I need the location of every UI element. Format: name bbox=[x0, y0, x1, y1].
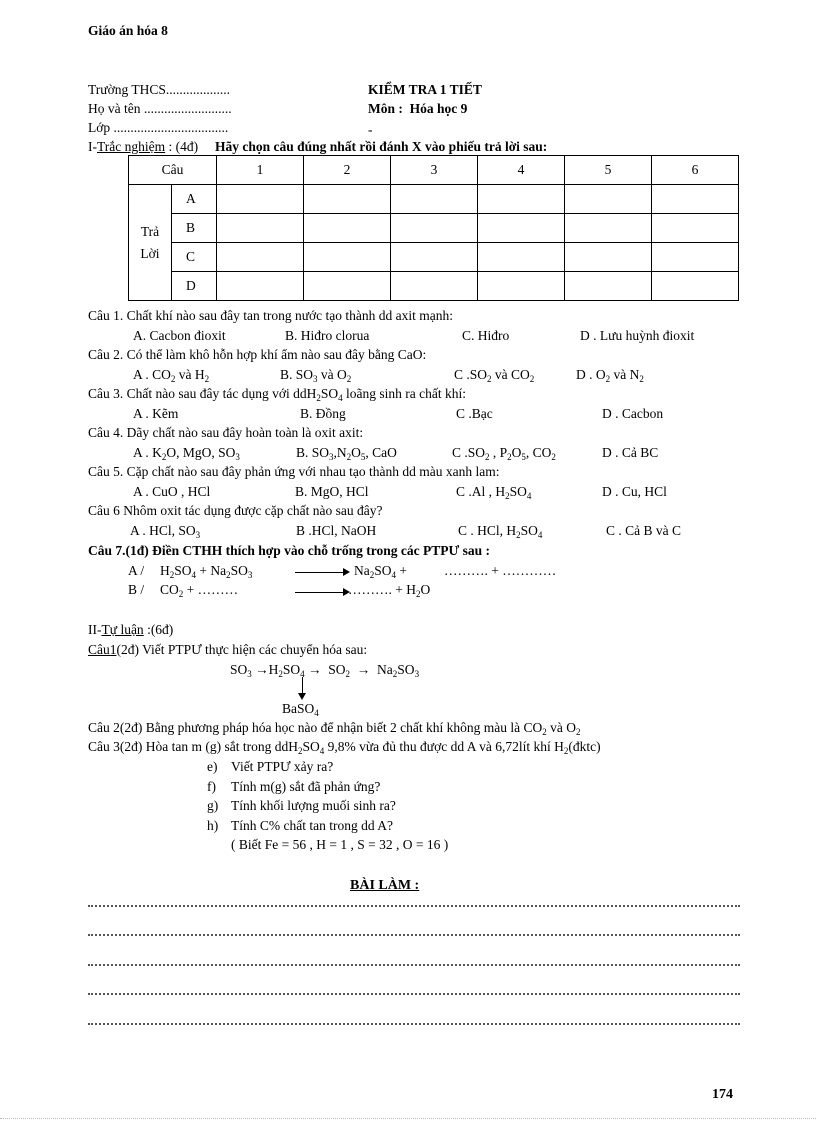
sub-e: e) bbox=[207, 759, 218, 774]
answer-cell[interactable] bbox=[391, 272, 478, 301]
sub-f-text: Tính m(g) sắt đã phản ứng? bbox=[231, 779, 381, 794]
row-label-line2: Lời bbox=[140, 245, 160, 261]
given-values: ( Biết Fe = 56 , H = 1 , S = 32 , O = 16 ) bbox=[231, 837, 449, 852]
answer-cell[interactable] bbox=[652, 243, 739, 272]
chain-arrow-icon: → bbox=[356, 662, 371, 677]
q1-d: D . Lưu huỳnh đioxit bbox=[580, 328, 695, 343]
answer-cell[interactable] bbox=[652, 214, 739, 243]
q2-c: C $.SO_2$ và $CO_2$ bbox=[454, 367, 535, 384]
work-title: BÀI LÀM : bbox=[350, 878, 420, 893]
sub-e-text: Viết PTPƯ xảy ra? bbox=[231, 759, 334, 774]
page-footer-rule bbox=[0, 1118, 816, 1119]
subject-label: Môn : bbox=[368, 101, 403, 116]
sub-h-text: Tính C% chất tan trong dd A? bbox=[231, 818, 393, 833]
part2-q2: Câu 2(2đ) Bằng phương pháp hóa học nào để nhận biết 2 chất khí không màu là $CO_2$ và $O_2$ bbox=[88, 720, 581, 737]
part1-heading bbox=[88, 137, 547, 157]
q6-c: C . HCl, $H_2SO_4$ bbox=[458, 523, 543, 540]
answer-cell[interactable] bbox=[652, 185, 739, 214]
q7-a-label: A / bbox=[128, 563, 145, 578]
chain-arrow-icon: → bbox=[255, 662, 269, 677]
q5-d: D . Cu, HCl bbox=[602, 484, 667, 499]
q1-c: C. Hiđro bbox=[462, 328, 510, 343]
q5-text: Câu 5. Cặp chất nào sau đây phản ứng với nhau tạo thành dd màu xanh lam: bbox=[88, 464, 500, 479]
answer-cell[interactable] bbox=[304, 243, 391, 272]
answer-line[interactable] bbox=[88, 1021, 740, 1025]
answer-cell[interactable] bbox=[478, 214, 565, 243]
answer-col-4: 4 bbox=[478, 156, 565, 185]
answer-row-a bbox=[129, 185, 739, 214]
q7-b-products[interactable]: ………. + $H_2O$ bbox=[348, 582, 431, 599]
q6-text: Câu 6 Nhôm oxit tác dụng được cặp chất nào sau đây? bbox=[88, 503, 383, 518]
sub-g: g) bbox=[207, 798, 219, 813]
answer-cell[interactable] bbox=[478, 185, 565, 214]
answer-col-5: 5 bbox=[565, 156, 652, 185]
q6-b: B .HCl, NaOH bbox=[296, 523, 377, 538]
q6-a: A . HCl, $SO_3$ bbox=[130, 523, 201, 540]
answer-cell[interactable] bbox=[217, 185, 304, 214]
part1-title: Trắc nghiệm bbox=[97, 139, 166, 154]
part2-q3: Câu 3(2đ) Hòa tan m (g) sắt trong $ddH_2SO_4$ 9,8% vừa đủ thu được dd A và 6,72lít khí $H_2(đktc)$ bbox=[88, 739, 601, 756]
answer-cell[interactable] bbox=[304, 272, 391, 301]
answer-row-label bbox=[129, 185, 172, 301]
stray-mark: - bbox=[368, 122, 373, 137]
q3-b: B. Đồng bbox=[300, 406, 346, 421]
conversion-chain: $SO_3 \to H_2SO_4 \to SO_2 \to Na_2SO_3$ bbox=[230, 662, 420, 679]
answer-col-2: 2 bbox=[304, 156, 391, 185]
q5-b: B. MgO, HCl bbox=[295, 484, 369, 499]
q7-a-products: $Na_2SO_4$ + bbox=[354, 563, 408, 580]
part1-instruction: Hãy chọn câu đúng nhất rồi đánh X vào phiếu trả lời sau: bbox=[215, 139, 548, 154]
q4-b: B. $SO_3,N_2O_5$, CaO bbox=[296, 445, 397, 462]
option-d: D bbox=[172, 272, 217, 301]
baso4: BaSO$_4$ bbox=[282, 701, 319, 718]
school-field: Trường THCS................... bbox=[88, 82, 230, 97]
option-a: A bbox=[172, 185, 217, 214]
part1-label: I- bbox=[88, 139, 97, 154]
answer-cell[interactable] bbox=[478, 272, 565, 301]
option-c: C bbox=[172, 243, 217, 272]
answer-cell[interactable] bbox=[565, 185, 652, 214]
q3-c: C .Bạc bbox=[456, 406, 493, 421]
q4-a: A . $K_2O$, MgO, $SO_3$ bbox=[133, 445, 240, 462]
answer-cell[interactable] bbox=[565, 272, 652, 301]
subject-name: Hóa học 9 bbox=[409, 101, 468, 116]
option-b: B bbox=[172, 214, 217, 243]
q7-b-reactants: $CO_2$ + ……… bbox=[160, 582, 239, 599]
answer-col-3: 3 bbox=[391, 156, 478, 185]
q2-text: Câu 2. Có thể làm khô hỗn hợp khí ẩm nào sau đây bằng CaO: bbox=[88, 347, 427, 362]
q4-d: D . Cả BC bbox=[602, 445, 659, 460]
part1-points: : (4đ) bbox=[168, 139, 199, 154]
answer-cell[interactable] bbox=[565, 243, 652, 272]
running-title: Giáo án hóa 8 bbox=[88, 23, 168, 38]
part2-label: II- bbox=[88, 622, 102, 637]
answer-cell[interactable] bbox=[217, 243, 304, 272]
q7-a-blank[interactable]: ………. + ………… bbox=[444, 563, 557, 578]
answer-col-1: 1 bbox=[217, 156, 304, 185]
answer-cell[interactable] bbox=[391, 243, 478, 272]
answer-table-header bbox=[129, 156, 739, 185]
q2-d: D . $O_2$ và $N_2$ bbox=[576, 367, 644, 384]
answer-cell[interactable] bbox=[217, 214, 304, 243]
answer-cell[interactable] bbox=[565, 214, 652, 243]
part2-q1: Câu1(2đ) Viết PTPƯ thực hiện các chuyển hóa sau: bbox=[88, 642, 368, 657]
answer-line[interactable] bbox=[88, 962, 740, 966]
q7-a-arrowhead bbox=[343, 568, 350, 576]
answer-row-c bbox=[129, 243, 739, 272]
answer-row-d bbox=[129, 272, 739, 301]
q3-d: D . Cacbon bbox=[602, 406, 664, 421]
answer-cell[interactable] bbox=[391, 214, 478, 243]
q3-text: Câu 3. Chất nào sau đây tác dụng với $ddH_2SO_4$ loãng sinh ra chất khí: bbox=[88, 386, 466, 403]
chain-arrow-icon: → bbox=[308, 662, 322, 677]
name-field: Họ và tên .......................... bbox=[88, 101, 232, 116]
part2-points: :(6đ) bbox=[143, 622, 174, 637]
answer-cell[interactable] bbox=[304, 214, 391, 243]
answer-table bbox=[128, 155, 739, 301]
answer-cell[interactable] bbox=[304, 185, 391, 214]
answer-line[interactable] bbox=[88, 903, 740, 907]
part2-title: Tự luận bbox=[101, 622, 144, 637]
q7-a-arrow bbox=[295, 572, 343, 573]
sub-g-text: Tính khối lượng muối sinh ra? bbox=[231, 798, 396, 813]
sub-f: f) bbox=[207, 779, 216, 794]
answer-cell[interactable] bbox=[217, 272, 304, 301]
q2-b: B. $SO_3$ và $O_2$ bbox=[280, 367, 352, 384]
q1-a: A. Cacbon đioxit bbox=[133, 328, 226, 343]
q7-b-label: B / bbox=[128, 582, 145, 597]
q5-a: A . CuO , HCl bbox=[133, 484, 211, 499]
subject-line bbox=[368, 99, 467, 119]
q7-a-reactants: $H_2SO_4 + Na_2SO_3$ bbox=[160, 563, 253, 580]
sub-h: h) bbox=[207, 818, 219, 833]
q7-title: Câu 7.(1đ) Điền CTHH thích hợp vào chỗ trống trong các PTPƯ sau : bbox=[88, 543, 490, 558]
q6-d: C . Cả B và C bbox=[606, 523, 682, 538]
q7-b-arrow bbox=[295, 592, 343, 593]
q1-b: B. Hiđro clorua bbox=[285, 328, 370, 343]
page-number: 174 bbox=[712, 1087, 733, 1102]
answer-cell[interactable] bbox=[391, 185, 478, 214]
q4-text: Câu 4. Dãy chất nào sau đây hoàn toàn là oxit axit: bbox=[88, 425, 364, 440]
row-label-line1: Trả bbox=[140, 223, 160, 239]
answer-cell[interactable] bbox=[652, 272, 739, 301]
q3-a: A . Kẽm bbox=[133, 406, 179, 421]
q1-text: Câu 1. Chất khí nào sau đây tan trong nước tạo thành dd axit mạnh: bbox=[88, 308, 454, 323]
q2-a: A . $CO_2$ và $H_2$ bbox=[133, 367, 210, 384]
answer-col-6: 6 bbox=[652, 156, 739, 185]
q4-c: C $.SO_2$ , $P_2O_5$, $CO_2$ bbox=[452, 445, 556, 462]
answer-line[interactable] bbox=[88, 932, 740, 936]
q5-c: C .Al , $H_2SO_4$ bbox=[456, 484, 532, 501]
part2-heading bbox=[88, 620, 173, 640]
answer-line[interactable] bbox=[88, 991, 740, 995]
answer-row-b bbox=[129, 214, 739, 243]
exam-title: KIỂM TRA 1 TIẾT bbox=[368, 82, 482, 97]
answer-table-corner: Câu bbox=[129, 156, 217, 185]
answer-cell[interactable] bbox=[478, 243, 565, 272]
class-field: Lớp .................................. bbox=[88, 120, 229, 135]
